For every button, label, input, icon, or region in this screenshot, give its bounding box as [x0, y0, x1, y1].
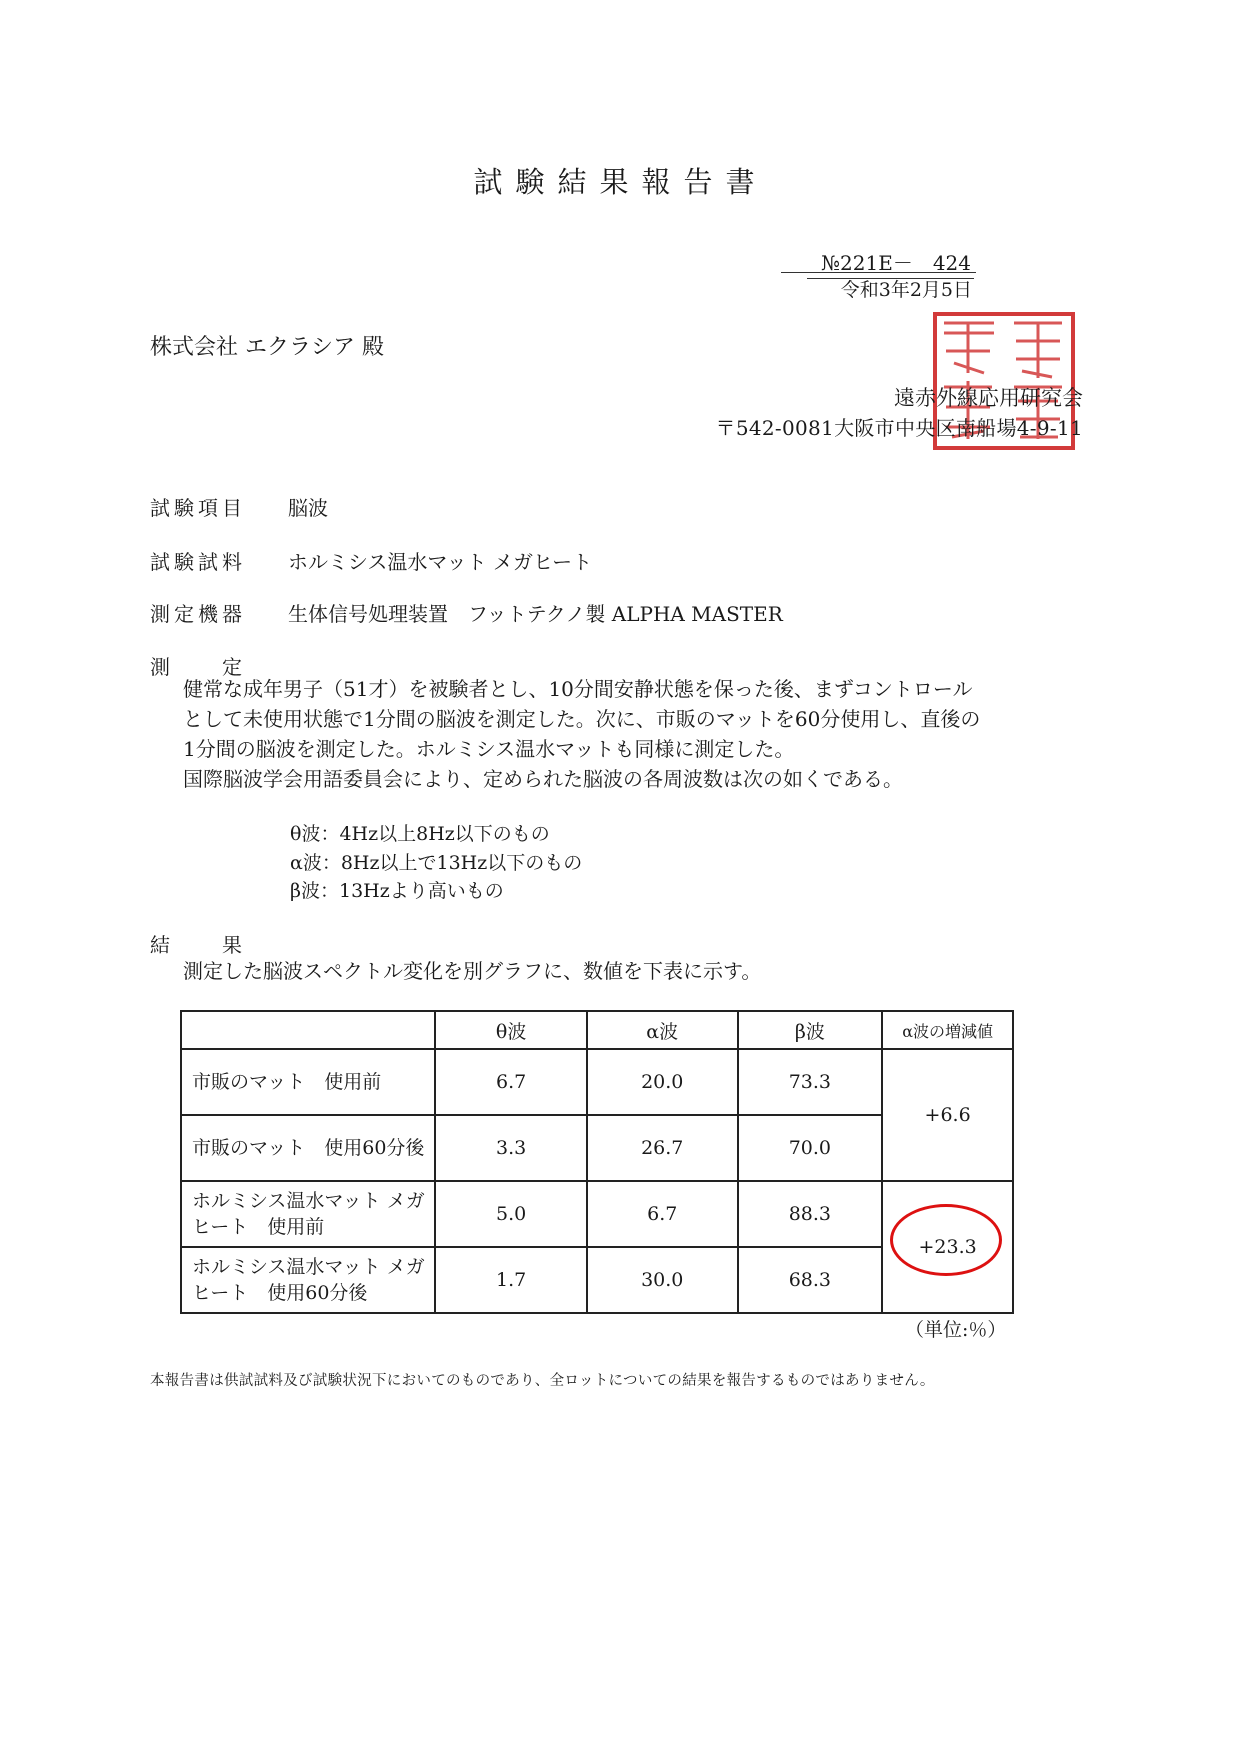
- cell-theta: 6.7: [435, 1049, 587, 1115]
- wave-alpha-definition: α波：8Hz以上で13Hz以下のもの: [290, 852, 583, 874]
- cell-alpha: 30.0: [587, 1247, 738, 1313]
- measurement-line-3: 1分間の脳波を測定した。ホルミシス温水マットも同様に測定した。: [183, 737, 795, 761]
- section-heading-results: 結 果: [150, 933, 246, 957]
- table-header-theta: θ波: [435, 1011, 587, 1049]
- field-label-instrument: 測定機器: [150, 602, 246, 626]
- wave-theta-definition: θ波：4Hz以上8Hz以下のもの: [290, 823, 550, 845]
- field-value-sample: ホルミシス温水マット メガヒート: [288, 550, 593, 574]
- cell-alpha: 20.0: [587, 1049, 738, 1115]
- highlight-circle: [890, 1204, 1002, 1276]
- measurement-line-2: として未使用状態で1分間の脳波を測定した。次に、市販のマットを60分使用し、直後の: [183, 707, 981, 731]
- document-number: №221E－ 424: [807, 247, 974, 279]
- cell-theta: 3.3: [435, 1115, 587, 1181]
- row-label: ホルミシス温水マット メガヒート 使用前: [181, 1181, 435, 1247]
- table-header-row: [181, 1011, 1013, 1049]
- table-row: [181, 1049, 1013, 1115]
- row-label: 市販のマット 使用前: [181, 1049, 435, 1115]
- section-heading-measurement: 測 定: [150, 655, 246, 679]
- table-header-alpha: α波: [587, 1011, 738, 1049]
- table-header-beta: β波: [738, 1011, 883, 1049]
- unit-note: （単位:％）: [905, 1319, 1007, 1341]
- recipient: 株式会社 エクラシア 殿: [150, 335, 384, 360]
- results-table: [180, 1010, 1014, 1314]
- field-label-sample: 試験試料: [150, 550, 246, 574]
- issuer-organization: 遠赤外線応用研究会: [894, 386, 1083, 410]
- cell-alpha: 26.7: [587, 1115, 738, 1181]
- measurement-line-1: 健常な成年男子（51才）を被験者とし、10分間安静状態を保った後、まずコントロール: [183, 677, 973, 701]
- field-label-test-item: 試験項目: [150, 496, 246, 520]
- alpha-delta-hormesis-value: +23.3: [918, 1236, 977, 1258]
- cell-alpha-delta-hormesis: [882, 1181, 1013, 1313]
- cell-alpha-delta-commercial: +6.6: [882, 1049, 1013, 1181]
- table-row: [181, 1181, 1013, 1247]
- row-label: ホルミシス温水マット メガヒート 使用60分後: [181, 1247, 435, 1313]
- cell-theta: 1.7: [435, 1247, 587, 1313]
- field-value-test-item: 脳波: [288, 496, 328, 520]
- cell-alpha: 6.7: [587, 1181, 738, 1247]
- table-header-alpha-delta: α波の増減値: [882, 1011, 1013, 1049]
- field-value-instrument: 生体信号処理装置 フットテクノ製 ALPHA MASTER: [288, 602, 783, 626]
- cell-beta: 73.3: [738, 1049, 883, 1115]
- row-label: 市販のマット 使用60分後: [181, 1115, 435, 1181]
- results-intro: 測定した脳波スペクトル変化を別グラフに、数値を下表に示す。: [183, 959, 762, 983]
- document-date: 令和3年2月5日: [781, 272, 976, 304]
- cell-beta: 68.3: [738, 1247, 883, 1313]
- measurement-line-4: 国際脳波学会用語委員会により、定められた脳波の各周波数は次の如くである。: [183, 767, 903, 791]
- table-header-blank: [181, 1011, 435, 1049]
- cell-theta: 5.0: [435, 1181, 587, 1247]
- footer-disclaimer: 本報告書は供試試料及び試験状況下においてのものであり、全ロットについての結果を報告するものではありません。: [150, 1373, 935, 1389]
- document-title: 試験結果報告書: [473, 165, 768, 199]
- wave-beta-definition: β波：13Hzより高いもの: [290, 880, 504, 902]
- cell-beta: 88.3: [738, 1181, 883, 1247]
- cell-beta: 70.0: [738, 1115, 883, 1181]
- issuer-address: 〒542-0081大阪市中央区南船場4-9-11: [715, 416, 1083, 440]
